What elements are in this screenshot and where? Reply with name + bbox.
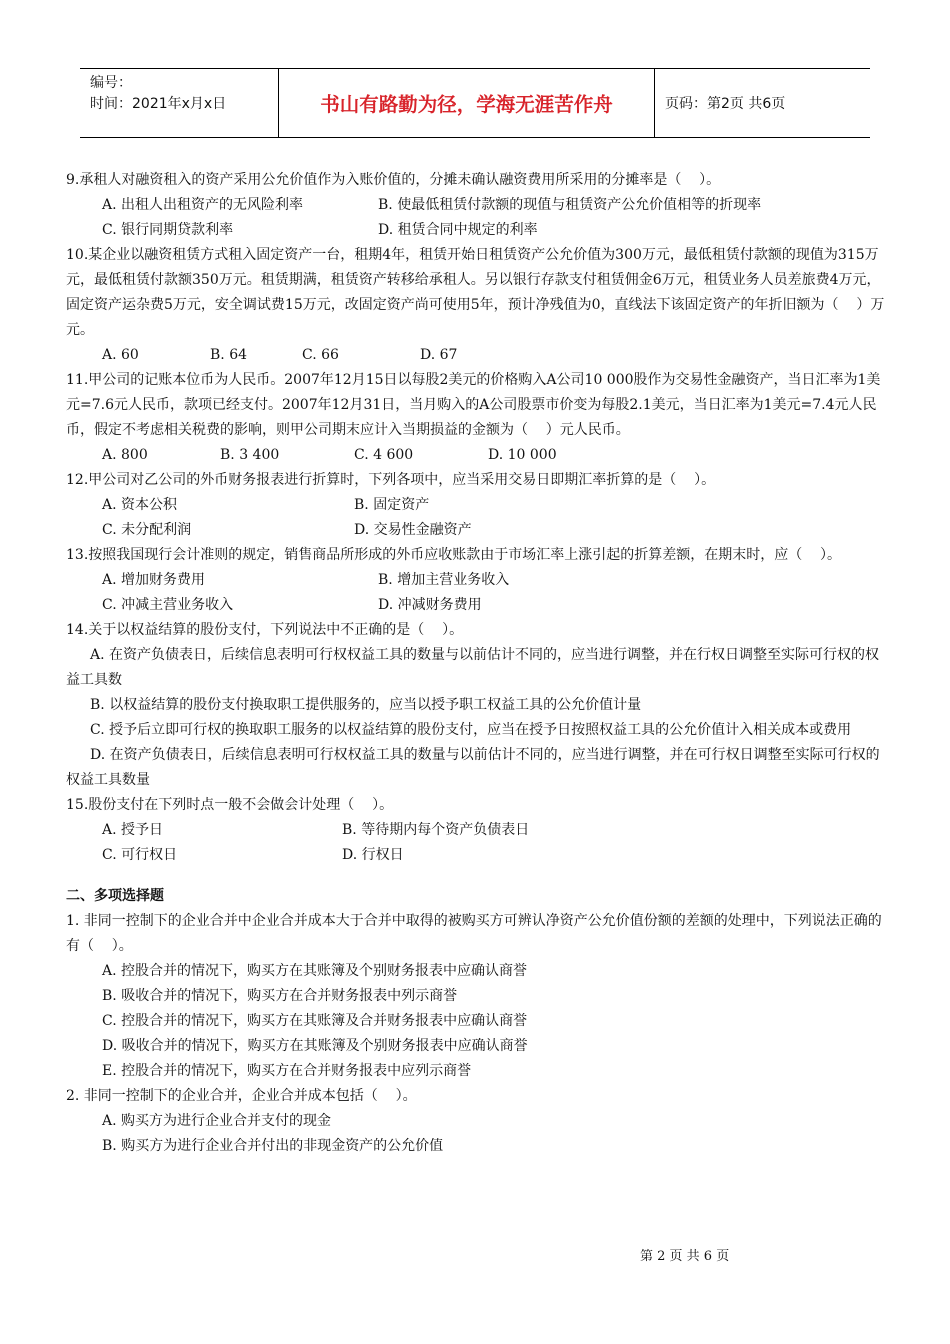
question-15-stem: 15.股份支付在下列时点一般不会做会计处理（ ）。 bbox=[66, 797, 394, 813]
header-meta bbox=[80, 69, 279, 137]
header-motto: 书山有路勤为径，学海无涯苦作舟 bbox=[279, 69, 655, 137]
multi-question-1-stem: 1. 非同一控制下的企业合并中企业合并成本大于合并中取得的被购买方可辨认净资产公允价值份额的差额的处理中，下列说法正确的有（ ）。 bbox=[66, 913, 882, 954]
question-11-option-c: C. 4 600 bbox=[354, 447, 414, 463]
page-footer: 第 2 页 共 6 页 bbox=[640, 1249, 730, 1264]
question-14-stem: 14.关于以权益结算的股份支付，下列说法中不正确的是（ ）。 bbox=[66, 622, 464, 638]
question-12-stem: 12.甲公司对乙公司的外币财务报表进行折算时，下列各项中，应当采用交易日即期汇率折算的是（ ）。 bbox=[66, 472, 716, 488]
multi-question-2-option-a: A. 购买方为进行企业合并支付的现金 bbox=[102, 1113, 332, 1129]
question-10-option-d: D. 67 bbox=[420, 347, 458, 363]
multi-question-1-option-a: A. 控股合并的情况下，购买方在其账簿及个别财务报表中应确认商誉 bbox=[102, 963, 528, 979]
question-15-option-c: C. 可行权日 bbox=[102, 847, 178, 863]
question-12-option-c: C. 未分配利润 bbox=[102, 522, 192, 538]
question-12-option-b: B. 固定资产 bbox=[354, 497, 430, 513]
question-14-option-b: B. 以权益结算的股份支付换取职工提供服务的，应当以授予职工权益工具的公允价值计量 bbox=[90, 697, 642, 713]
question-13-option-d: D. 冲减财务费用 bbox=[378, 597, 482, 613]
multi-question-1-option-b: B. 吸收合并的情况下，购买方在合并财务报表中列示商誉 bbox=[102, 988, 458, 1004]
question-11-stem: 11.甲公司的记账本位币为人民币。2007年12月15日以每股2美元的价格购入A公司10 000股作为交易性金融资产，当日汇率为1美元=7.6元人民币，款项已经支付。2007年12月31日，当月购入的A公司股票市价变为每股2.1美元，当日汇率为1美元=7.4元人民币，假定不考虑相关税费的影响，则甲公司期末应计入当期损益的金额为（ ）元人民币。 bbox=[66, 372, 881, 438]
document-body bbox=[66, 168, 886, 1159]
question-9-options-row-1 bbox=[66, 193, 886, 218]
question-9-option-a: A. 出租人出租资产的无风险利率 bbox=[102, 197, 304, 213]
question-14-option-a: A. 在资产负债表日，后续信息表明可行权权益工具的数量与以前估计不同的，应当进行调整，并在行权日调整至实际可行权的权益工具数 bbox=[66, 647, 880, 688]
header-page-label: 页码：第2页 共6页 bbox=[665, 96, 786, 112]
question-9-option-d: D. 租赁合同中规定的利率 bbox=[378, 222, 538, 238]
page-header bbox=[80, 68, 870, 138]
question-11-option-a: A. 800 bbox=[102, 447, 148, 463]
question-10-option-b: B. 64 bbox=[210, 347, 248, 363]
question-10-option-c: C. 66 bbox=[302, 347, 339, 363]
question-11-options bbox=[66, 443, 886, 468]
question-13-options-row-2 bbox=[66, 593, 886, 618]
question-9-option-b: B. 使最低租赁付款额的现值与租赁资产公允价值相等的折现率 bbox=[378, 197, 762, 213]
question-14-option-c: C. 授予后立即可行权的换取职工服务的以权益结算的股份支付，应当在授予日按照权益工具的公允价值计入相关成本或费用 bbox=[90, 722, 852, 738]
question-15-option-d: D. 行权日 bbox=[342, 847, 404, 863]
question-13-options-row-1 bbox=[66, 568, 886, 593]
multi-question-1-option-c: C. 控股合并的情况下，购买方在其账簿及合并财务报表中应确认商誉 bbox=[102, 1013, 528, 1029]
question-15-options-row-1 bbox=[66, 818, 886, 843]
question-12-options-row-2 bbox=[66, 518, 886, 543]
question-11-option-d: D. 10 000 bbox=[488, 447, 557, 463]
question-10-option-a: A. 60 bbox=[102, 347, 139, 363]
question-9-options-row-2 bbox=[66, 218, 886, 243]
multi-question-2-option-b: B. 购买方为进行企业合并付出的非现金资产的公允价值 bbox=[102, 1138, 444, 1154]
question-15-options-row-2 bbox=[66, 843, 886, 868]
question-14-option-d: D. 在资产负债表日，后续信息表明可行权权益工具的数量与以前估计不同的，应当进行调整，并在可行权日调整至实际可行权的权益工具数量 bbox=[66, 747, 880, 788]
question-12-options-row-1 bbox=[66, 493, 886, 518]
question-15-option-a: A. 授予日 bbox=[102, 822, 164, 838]
question-9-stem: 9.承租人对融资租入的资产采用公允价值作为入账价值的，分摊未确认融资费用所采用的分摊率是（ ）。 bbox=[66, 172, 721, 188]
multi-question-1-option-d: D. 吸收合并的情况下，购买方在其账簿及个别财务报表中应确认商誉 bbox=[102, 1038, 528, 1054]
question-13-stem: 13.按照我国现行会计准则的规定，销售商品所形成的外币应收账款由于市场汇率上涨引起的折算差额，在期末时，应（ ）。 bbox=[66, 547, 842, 563]
header-code-label: 编号： bbox=[90, 75, 132, 91]
question-9-option-c: C. 银行同期贷款利率 bbox=[102, 222, 234, 238]
question-11-option-b: B. 3 400 bbox=[220, 447, 280, 463]
multi-question-2-stem: 2. 非同一控制下的企业合并，企业合并成本包括（ ）。 bbox=[66, 1088, 417, 1104]
question-10-stem: 10.某企业以融资租赁方式租入固定资产一台，租期4年，租赁开始日租赁资产公允价值为300万元，最低租赁付款额的现值为315万元，最低租赁付款额350万元。租赁期满，租赁资产转移给承租人。另以银行存款支付租赁佣金6万元，租赁业务人员差旅费4万元，固定资产运杂费5万元，安全调试费15万元，改固定资产尚可使用5年，预计净残值为0，直线法下该固定资产的年折旧额为（ ）万元。 bbox=[66, 247, 885, 338]
question-13-option-c: C. 冲减主营业务收入 bbox=[102, 597, 234, 613]
question-12-option-a: A. 资本公积 bbox=[102, 497, 178, 513]
question-15-option-b: B. 等待期内每个资产负债表日 bbox=[342, 822, 530, 838]
question-13-option-b: B. 增加主营业务收入 bbox=[378, 572, 510, 588]
multi-question-1-option-e: E. 控股合并的情况下，购买方在合并财务报表中应列示商誉 bbox=[102, 1063, 472, 1079]
question-13-option-a: A. 增加财务费用 bbox=[102, 572, 206, 588]
question-10-options bbox=[66, 343, 886, 368]
section-2-title: 二、多项选择题 bbox=[66, 888, 164, 904]
header-date-label: 时间：2021年x月x日 bbox=[90, 96, 227, 112]
question-12-option-d: D. 交易性金融资产 bbox=[354, 522, 472, 538]
